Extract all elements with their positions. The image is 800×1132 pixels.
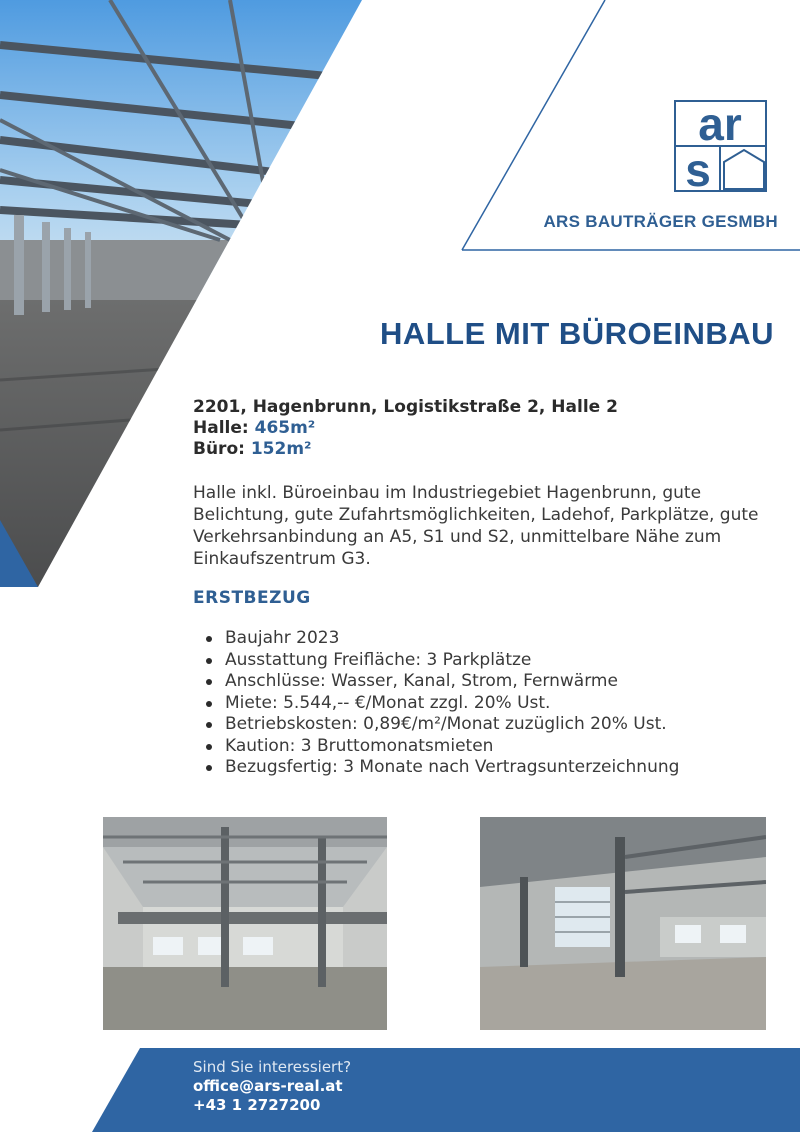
list-item: Bezugsfertig: 3 Monate nach Vertragsunterzeichnung [203, 757, 783, 779]
description: Halle inkl. Büroeinbau im Industriegebiet Hagenbrunn, gute Belichtung, gute Zufahrtsmöglichkeiten, Ladehof, Parkplätze, gute Verkehrsanbindung an A5, S1 und S2, unmittelbare Nähe zum Einkaufszentrum G3. [193, 483, 759, 569]
list-item: Kaution: 3 Bruttomonatsmieten [203, 736, 783, 758]
halle-label: Halle: [193, 418, 249, 438]
list-item: Betriebskosten: 0,89€/m²/Monat zuzüglich 20% Ust. [203, 714, 783, 736]
footer-band [0, 1048, 800, 1132]
property-details [193, 397, 793, 460]
list-item: Miete: 5.544,-- €/Monat zzgl. 20% Ust. [203, 693, 783, 715]
subheading: ERSTBEZUG [193, 588, 311, 608]
interior-photo-2 [480, 817, 766, 1030]
list-item: Baujahr 2023 [203, 628, 783, 650]
list-item: Anschlüsse: Wasser, Kanal, Strom, Fernwärme [203, 671, 783, 693]
halle-area [193, 418, 793, 439]
contact-phone[interactable]: +43 1 2727200 [193, 1096, 321, 1114]
buero-value: 152m² [250, 439, 312, 459]
interior-photo-1 [103, 817, 387, 1030]
house-icon [724, 150, 764, 189]
halle-value: 465m² [254, 418, 316, 438]
ars-logo [674, 100, 767, 192]
list-item: Ausstattung Freifläche: 3 Parkplätze [203, 650, 783, 672]
address: 2201, Hagenbrunn, Logistikstraße 2, Halle 2 [193, 397, 618, 417]
company-name: ARS BAUTRÄGER GESMBH [543, 212, 778, 231]
logo-letters-ar: ar [698, 100, 742, 150]
buero-area [193, 439, 793, 460]
buero-label: Büro: [193, 439, 245, 459]
page-title: HALLE MIT BÜROEINBAU [379, 316, 774, 351]
feature-list [203, 628, 783, 779]
contact-email-link[interactable]: office@ars-real.at [193, 1077, 343, 1095]
contact-block [193, 1058, 351, 1115]
logo-letter-s: s [685, 144, 711, 192]
contact-question: Sind Sie interessiert? [193, 1058, 352, 1076]
